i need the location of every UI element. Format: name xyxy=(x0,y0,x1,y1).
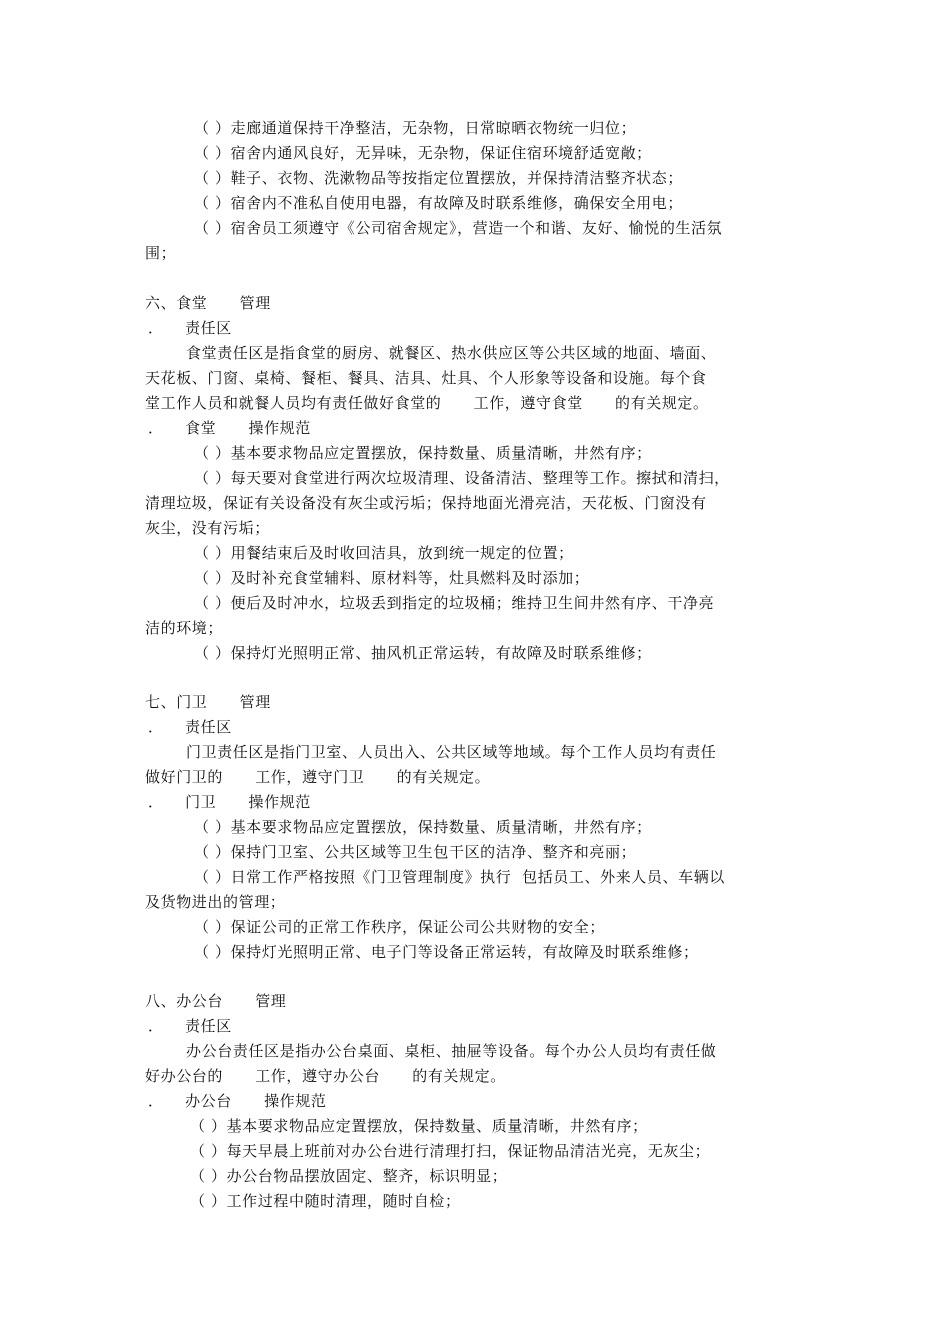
section-heading-desk: 八、办公台 管理 xyxy=(145,992,287,1010)
canteen-item-2-cont-1: 清理垃圾，保证有关设备没有灰尘或污垢；保持地面光滑亮洁，天花板、门窗没有 xyxy=(145,494,707,512)
canteen-item-1: （ ）基本要求物品应定置摆放，保持数量、质量清晰，井然有序； xyxy=(194,444,652,462)
canteen-item-2-cont-2: 灰尘，没有污垢； xyxy=(145,519,270,537)
canteen-item-4: （ ）及时补充食堂辅料、原材料等，灶具燃料及时添加； xyxy=(194,569,590,587)
canteen-item-2: （ ）每天要对食堂进行两次垃圾清理、设备清洁、整理等工作。擦拭和清扫， xyxy=(194,469,730,487)
canteen-item-5: （ ）便后及时冲水，垃圾丢到指定的垃圾桶；维持卫生间井然有序、干净亮 xyxy=(194,594,715,612)
desk-zone-para-2: 好办公台的 工作，遵守办公台 的有关规定。 xyxy=(145,1067,506,1085)
subheading-desk-zone: ． 责任区 xyxy=(148,1017,232,1035)
subheading-desk-ops: ． 办公台 操作规范 xyxy=(148,1092,327,1110)
guard-item-4: （ ）保证公司的正常工作秩序，保证公司公共财物的安全； xyxy=(194,918,605,936)
subheading-guard-zone: ． 责任区 xyxy=(148,718,232,736)
dorm-item-5-cont: 围； xyxy=(145,244,177,262)
section-heading-guard: 七、门卫 管理 xyxy=(145,693,271,711)
guard-item-2: （ ）保持门卫室、公共区域等卫生包干区的洁净、整齐和亮丽； xyxy=(194,843,637,861)
desk-zone-para-1: 办公台责任区是指办公台桌面、桌柜、抽屉等设备。每个办公人员均有责任做 xyxy=(186,1042,717,1060)
dorm-item-3: （ ）鞋子、衣物、洗漱物品等按指定位置摆放，并保持清洁整齐状态； xyxy=(194,169,683,187)
subheading-canteen-ops: ． 食堂 操作规范 xyxy=(148,419,311,437)
guard-item-5: （ ）保持灯光照明正常、电子门等设备正常运转，有故障及时联系维修； xyxy=(194,943,699,961)
canteen-zone-para-3: 堂工作人员和就餐人员均有责任做好食堂的 工作，遵守食堂 的有关规定。 xyxy=(145,394,709,412)
desk-item-3: （ ）办公台物品摆放固定、整齐，标识明显； xyxy=(190,1167,508,1185)
guard-zone-para-1: 门卫责任区是指门卫室、人员出入、公共区域等地域。每个工作人员均有责任 xyxy=(186,743,717,761)
canteen-zone-para-1: 食堂责任区是指食堂的厨房、就餐区、热水供应区等公共区域的地面、墙面、 xyxy=(186,344,717,362)
section-heading-canteen: 六、食堂 管理 xyxy=(145,294,271,312)
guard-zone-para-2: 做好门卫的 工作，遵守门卫 的有关规定。 xyxy=(145,768,491,786)
desk-item-1: （ ）基本要求物品应定置摆放，保持数量、质量清晰，井然有序； xyxy=(190,1117,648,1135)
subheading-guard-ops: ． 门卫 操作规范 xyxy=(148,793,311,811)
subheading-canteen-zone: ． 责任区 xyxy=(148,319,232,337)
guard-item-3: （ ）日常工作严格按照《门卫管理制度》执行 包括员工、外来人员、车辆以 xyxy=(194,868,725,886)
guard-item-3-cont: 及货物进出的管理； xyxy=(145,893,286,911)
desk-item-4: （ ）工作过程中随时清理，随时自检； xyxy=(190,1192,461,1210)
desk-item-2: （ ）每天早晨上班前对办公台进行清理打扫，保证物品清洁光亮，无灰尘； xyxy=(190,1142,711,1160)
canteen-item-6: （ ）保持灯光照明正常、抽风机正常运转，有故障及时联系维修； xyxy=(194,644,652,662)
dorm-item-4: （ ）宿舍内不准私自使用电器，有故障及时联系维修，确保安全用电； xyxy=(194,194,683,212)
canteen-item-3: （ ）用餐结束后及时收回洁具，放到统一规定的位置； xyxy=(194,544,574,562)
dorm-item-2: （ ）宿舍内通风良好，无异味，无杂物，保证住宿环境舒适宽敞； xyxy=(194,144,652,162)
canteen-item-5-cont: 洁的环境； xyxy=(145,619,224,637)
dorm-item-1: （ ）走廊通道保持干净整洁，无杂物，日常晾晒衣物统一归位； xyxy=(194,119,637,137)
canteen-zone-para-2: 天花板、门窗、桌椅、餐柜、餐具、洁具、灶具、个人形象等设备和设施。每个食 xyxy=(145,369,707,387)
dorm-item-5: （ ）宿舍员工须遵守《公司宿舍规定》，营造一个和谐、友好、愉悦的生活氛 xyxy=(194,219,723,237)
guard-item-1: （ ）基本要求物品应定置摆放，保持数量、质量清晰，井然有序； xyxy=(194,818,652,836)
